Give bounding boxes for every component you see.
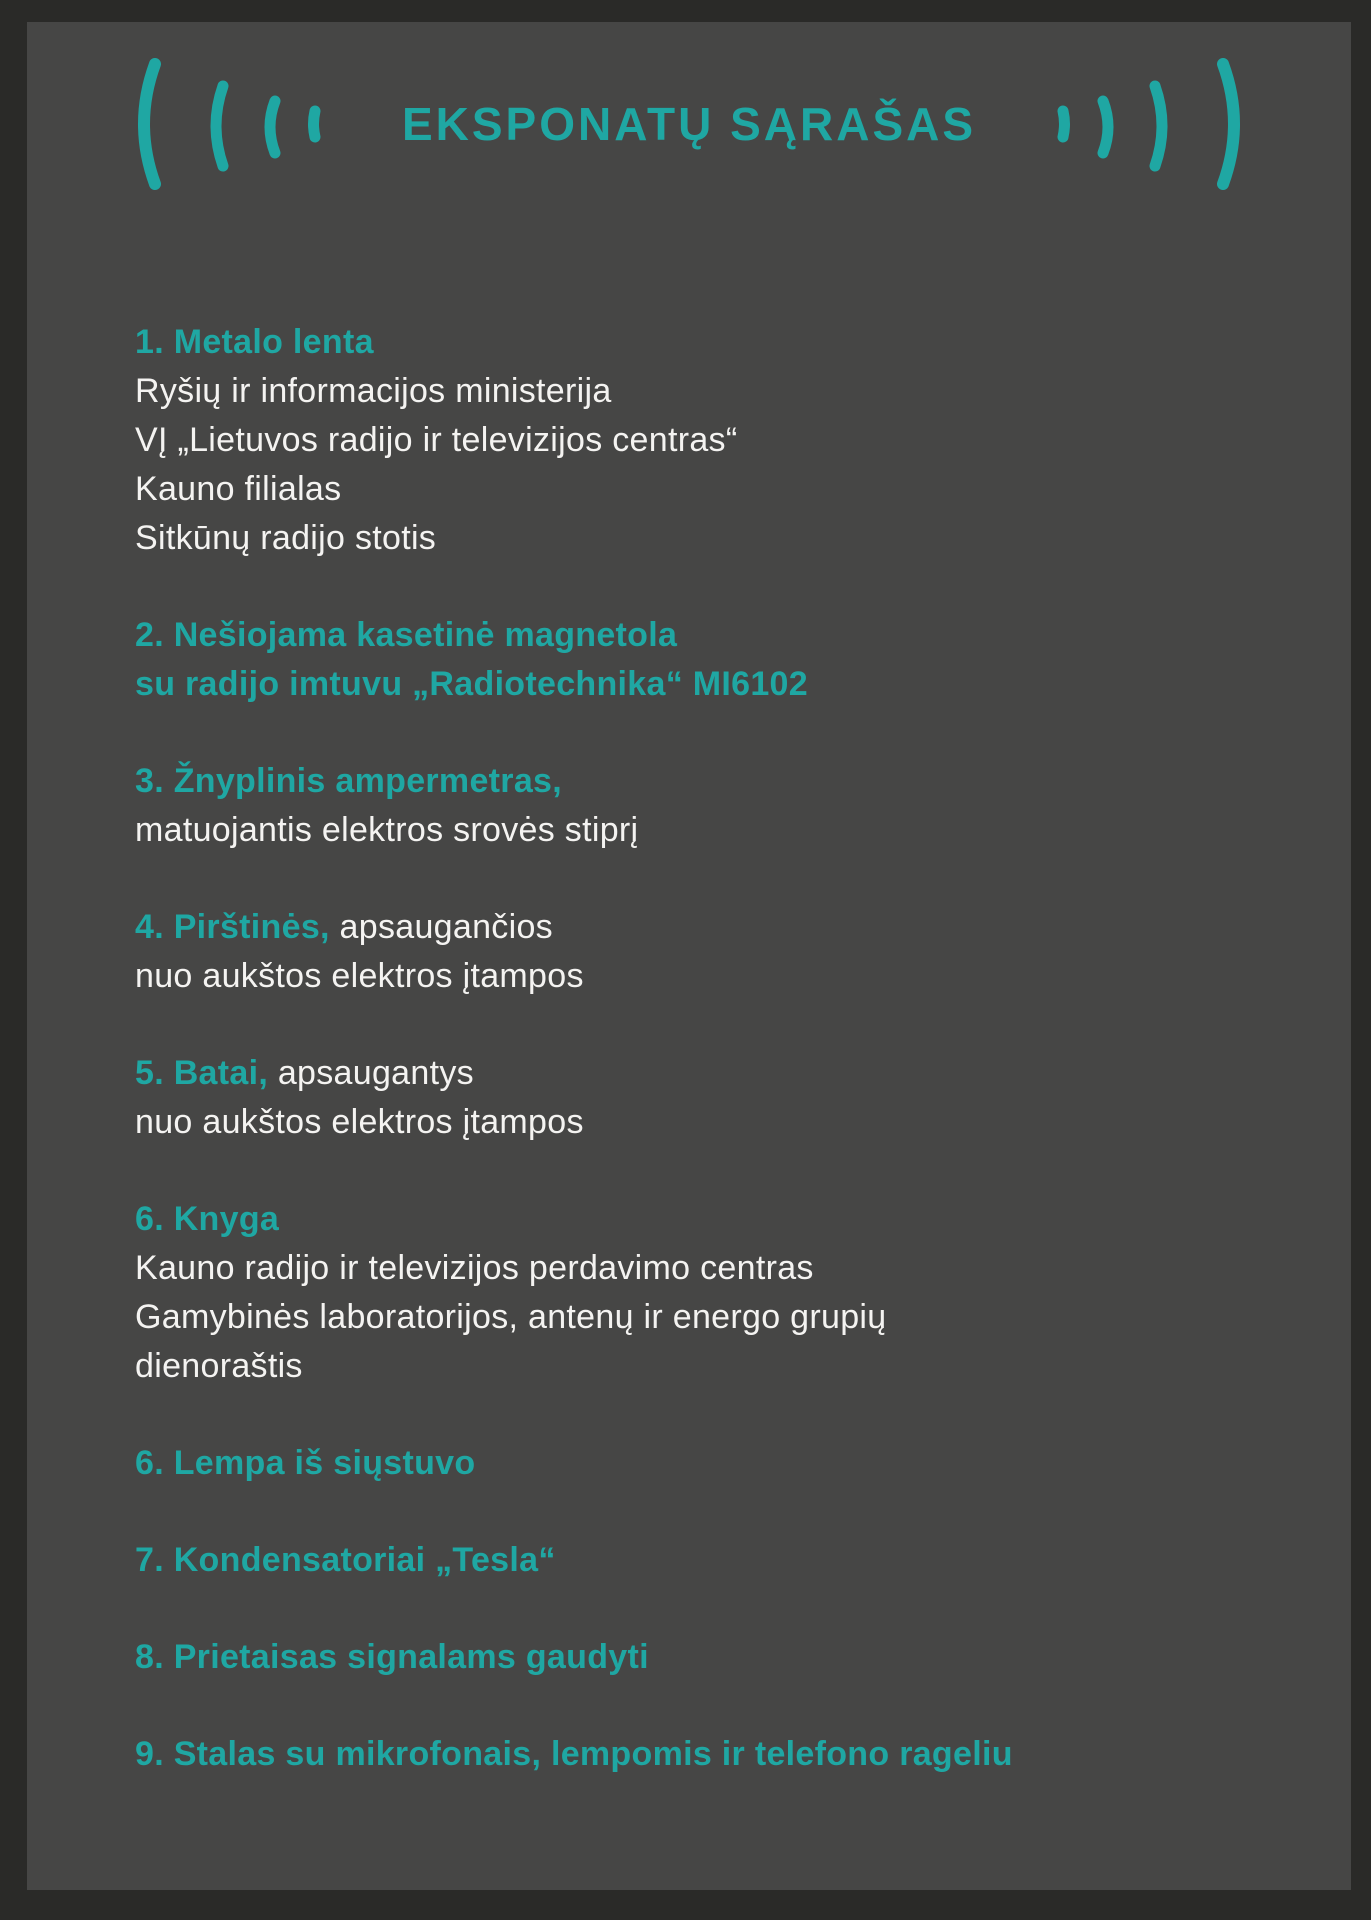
exhibit-section <box>135 318 1311 563</box>
exhibit-line <box>135 465 1311 514</box>
exhibit-line <box>135 952 1311 1001</box>
exhibit-heading-text: su radijo imtuvu „Radiotechnika“ MI6102 <box>135 665 808 703</box>
exhibit-description-text: Gamybinės laboratorijos, antenų ir energo grupių <box>135 1298 887 1336</box>
exhibit-heading-text: 8. Prietaisas signalams gaudyti <box>135 1638 649 1676</box>
page-title: EKSPONATŲ SĄRAŠAS <box>401 98 977 150</box>
exhibit-line <box>135 1730 1311 1779</box>
exhibit-section <box>135 1730 1311 1779</box>
exhibit-heading-text: 4. Pirštinės, <box>135 908 330 946</box>
exhibit-heading-text: 1. Metalo lenta <box>135 323 374 361</box>
exhibit-description-text: Ryšių ir informacijos ministerija <box>135 372 612 410</box>
exhibit-line <box>135 1536 1311 1585</box>
exhibit-heading-text: 6. Lempa iš siųstuvo <box>135 1444 476 1482</box>
exhibit-section <box>135 1633 1311 1682</box>
exhibit-line <box>135 1244 1311 1293</box>
exhibit-list <box>135 318 1311 1779</box>
exhibit-heading-text: 3. Žnyplinis ampermetras, <box>135 762 562 800</box>
exhibit-line <box>135 806 1311 855</box>
exhibit-description-text: Kauno filialas <box>135 470 342 508</box>
exhibit-section <box>135 757 1311 855</box>
exhibit-line <box>135 416 1311 465</box>
header <box>27 58 1351 190</box>
exhibit-description-text: apsaugantys <box>268 1054 474 1092</box>
exhibit-description-text: dienoraštis <box>135 1347 303 1385</box>
poster-panel <box>27 22 1351 1890</box>
exhibit-line <box>135 660 1311 709</box>
exhibit-section <box>135 1536 1311 1585</box>
exhibit-line <box>135 1633 1311 1682</box>
exhibit-line <box>135 514 1311 563</box>
exhibit-heading-text: 6. Knyga <box>135 1200 280 1238</box>
exhibit-section <box>135 903 1311 1001</box>
exhibit-description-text: nuo aukštos elektros įtampos <box>135 957 584 995</box>
exhibit-section <box>135 1439 1311 1488</box>
exhibit-line <box>135 1098 1311 1147</box>
exhibit-line <box>135 903 1311 952</box>
exhibit-line <box>135 1439 1311 1488</box>
exhibit-section <box>135 1049 1311 1147</box>
exhibit-heading-text: 9. Stalas su mikrofonais, lempomis ir telefono rageliu <box>135 1735 1013 1773</box>
exhibit-heading-text: 2. Nešiojama kasetinė magnetola <box>135 616 678 654</box>
exhibit-line <box>135 611 1311 660</box>
exhibit-description-text: Sitkūnų radijo stotis <box>135 519 437 557</box>
exhibit-line <box>135 1049 1311 1098</box>
exhibit-section <box>135 1195 1311 1391</box>
exhibit-heading-text: 5. Batai, <box>135 1054 269 1092</box>
exhibit-line <box>135 1293 1311 1342</box>
exhibit-description-text: nuo aukštos elektros įtampos <box>135 1103 584 1141</box>
exhibit-description-text: Kauno radijo ir televizijos perdavimo centras <box>135 1249 814 1287</box>
exhibit-description-text: apsaugančios <box>329 908 553 946</box>
exhibit-heading-text: 7. Kondensatoriai „Tesla“ <box>135 1541 556 1579</box>
exhibit-section <box>135 611 1311 709</box>
exhibit-line <box>135 367 1311 416</box>
exhibit-line <box>135 1195 1311 1244</box>
exhibit-line <box>135 1342 1311 1391</box>
exhibit-line <box>135 757 1311 806</box>
exhibit-description-text: matuojantis elektros srovės stiprį <box>135 811 639 849</box>
exhibit-description-text: VĮ „Lietuvos radijo ir televizijos centras“ <box>135 421 738 459</box>
exhibit-line <box>135 318 1311 367</box>
